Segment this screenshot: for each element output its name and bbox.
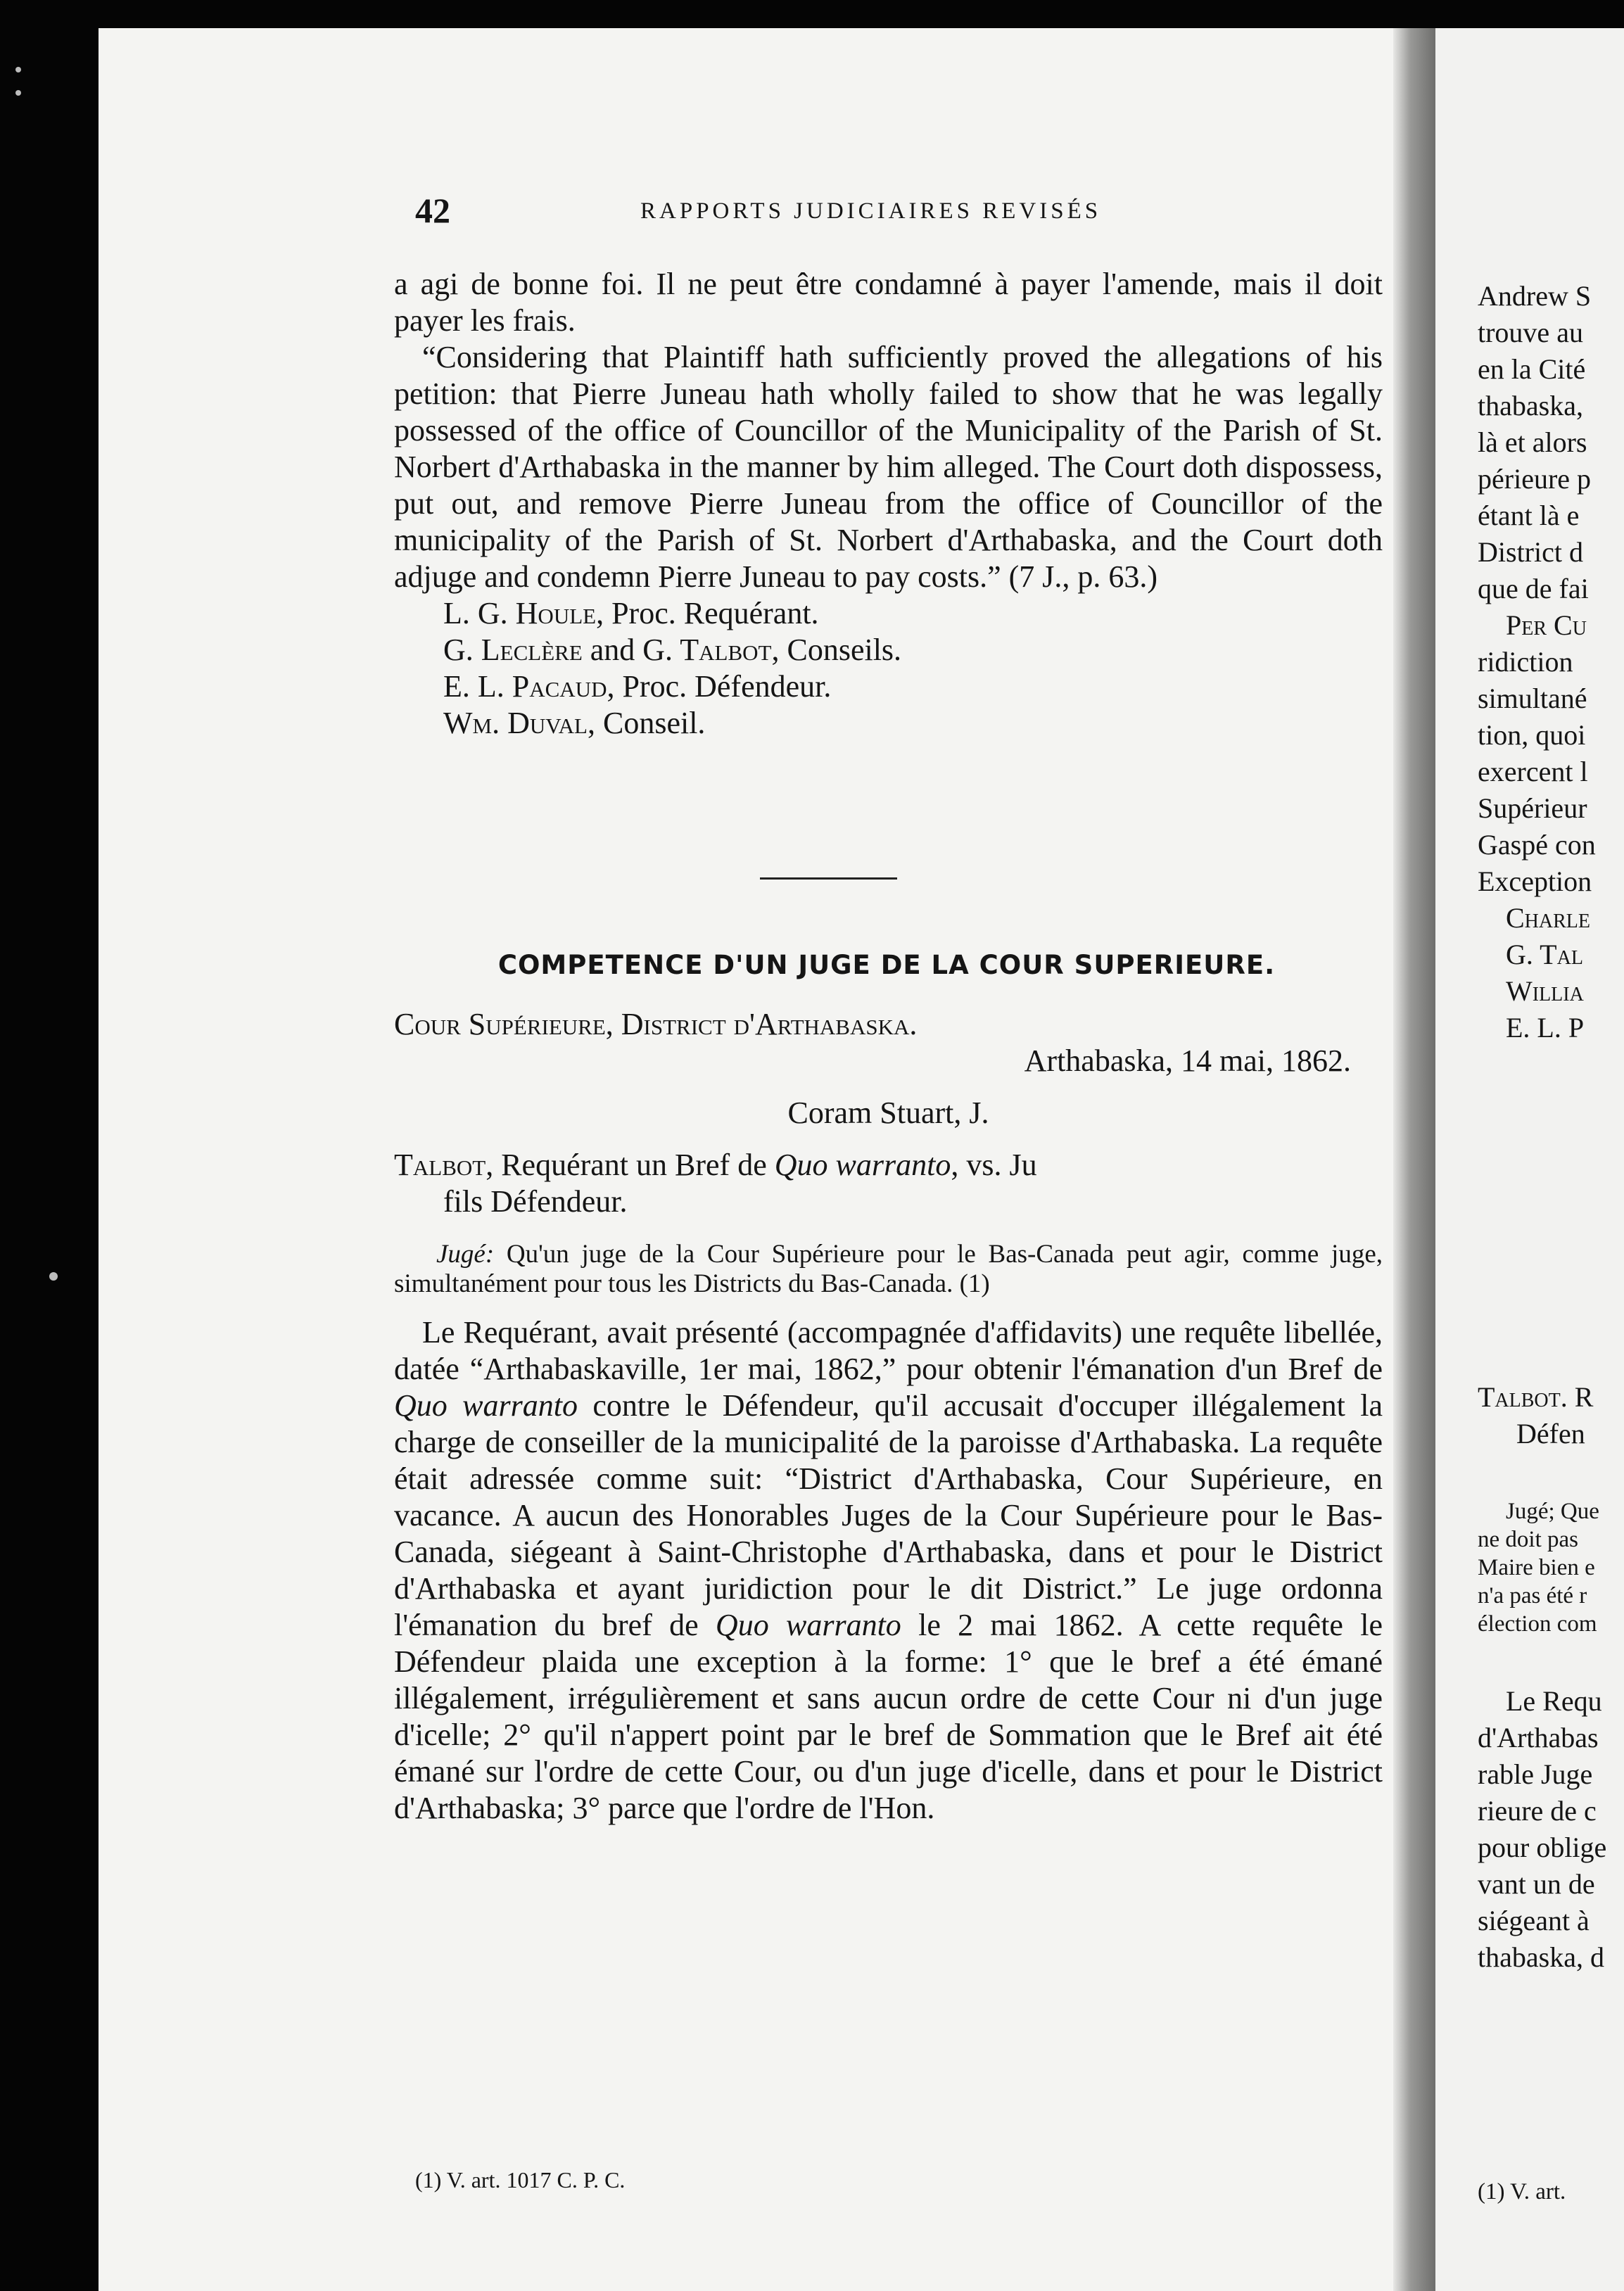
page-gutter-shadow xyxy=(1393,28,1435,2291)
holding: Jugé: Qu'un juge de la Cour Supérieure pour le Bas-Canada peut agir, comme juge, simultanément pour tous les Districts du Bas-Canada. (1) xyxy=(394,1240,1383,1298)
paragraph-quote: “Considering that Plaintiff hath sufficiently proved the allegations of his petition: that Pierre Juneau hath wholly failed to show that he was legally possessed of the office of Councillor of the Municipality of the Parish of St. Norbert d'Arthabaska in the manner by him alleged. The Court doth dispossess, put out, and remove Pierre Juneau from the office of Councillor of the municipality of the Parish of St. Norbert d'Arthabaska, and the Court doth adjuge and condemn Pierre Juneau to pay costs.” (7 J., p. 63.) xyxy=(394,340,1383,594)
court-name: Cour Supérieure, District d'Arthabaska. xyxy=(394,1007,918,1041)
page-number: 42 xyxy=(415,191,450,230)
scan-speck xyxy=(15,90,21,96)
right-page-footnote: (1) V. art. xyxy=(1478,2179,1566,2204)
place-date: Arthabaska, 14 mai, 1862. xyxy=(1024,1043,1351,1078)
scan-speck xyxy=(15,67,21,72)
footnote: (1) V. art. 1017 C. P. C. xyxy=(415,2167,626,2192)
right-page-parties: Talbot. R Défen xyxy=(1478,1381,1594,1449)
scan-speck xyxy=(49,1272,58,1281)
coram: Coram Stuart, J. xyxy=(787,1096,989,1130)
counsel-line: G. Leclère and G. Talbot, Conseils. xyxy=(443,633,902,667)
counsel-line: E. L. Pacaud, Proc. Défendeur. xyxy=(443,669,832,704)
counsel-line: L. G. Houle, Proc. Requérant. xyxy=(443,596,819,630)
right-page-body: Le Requ d'Arthabas rable Juge rieure de c pour oblige vant un de siégeant à thabaska, d xyxy=(1478,1685,1607,1973)
parties: Talbot, Requérant un Bref de Quo warranto, vs. Ju fils Défendeur. xyxy=(394,1148,1037,1219)
right-page xyxy=(1435,28,1624,2291)
running-head: RAPPORTS JUDICIAIRES REVISÉS xyxy=(640,198,1102,224)
counsel-line: Wm. Duval, Conseil. xyxy=(443,706,706,740)
paragraph: a agi de bonne foi. Il ne peut être condamné à payer l'amende, mais il doit payer les frais. xyxy=(394,267,1383,338)
page-header xyxy=(415,190,1400,232)
right-page-top-lines: Andrew S trouve au en la Cité thabaska, là et alors périeure p étant là e District d que de fai Per Cu ridiction simultané tion, quoi exercent l Supérieur Gaspé con Exception Charle G. Tal Willia E. L. P xyxy=(1478,280,1596,1043)
case-paragraph: Le Requérant, avait présenté (accompagnée d'affidavits) une requête libellée, datée “Arthabaskaville, 1er mai, 1862,” pour obtenir l'émanation d'un Bref de Quo warranto contre le Défendeur, qu'il accusait d'occuper illégalement la charge de conseiller de la municipalité de la paroisse d'Arthabaska. La requête était adressée comme suit: “District d'Arthabaska, Cour Supérieure, en vacance. A aucun des Honorables Juges de la Cour Supérieure pour le Bas-Canada, siégeant à Saint-Christophe d'Arthabaska, dans et pour le District d'Arthabaska et ayant juridiction pour le dit District.” Le juge ordonna l'émanation du bref de Quo warranto le 2 mai 1862. A cette requête le Défendeur plaida une exception à la forme: 1° que le bref a été émané illégalement, irrégulièrement et sans aucun ordre de cette Cour ni d'un juge d'icelle; 2° qu'il n'appert point par le bref de Sommation que le Bref ait été émané sur l'ordre de cette Cour, ou d'un juge d'icelle, dans et pour le District d'Arthabaska; 3° parce que l'ordre de l'Hon. xyxy=(394,1315,1383,1825)
right-page-holding: Jugé; Que ne doit pas Maire bien e n'a pas été r élection com xyxy=(1478,1499,1599,1637)
case-title: COMPETENCE D'UN JUGE DE LA COUR SUPERIEURE. xyxy=(497,950,1276,980)
case-body xyxy=(394,1006,1383,1827)
continuation-text xyxy=(394,266,1383,742)
section-divider xyxy=(760,877,897,880)
